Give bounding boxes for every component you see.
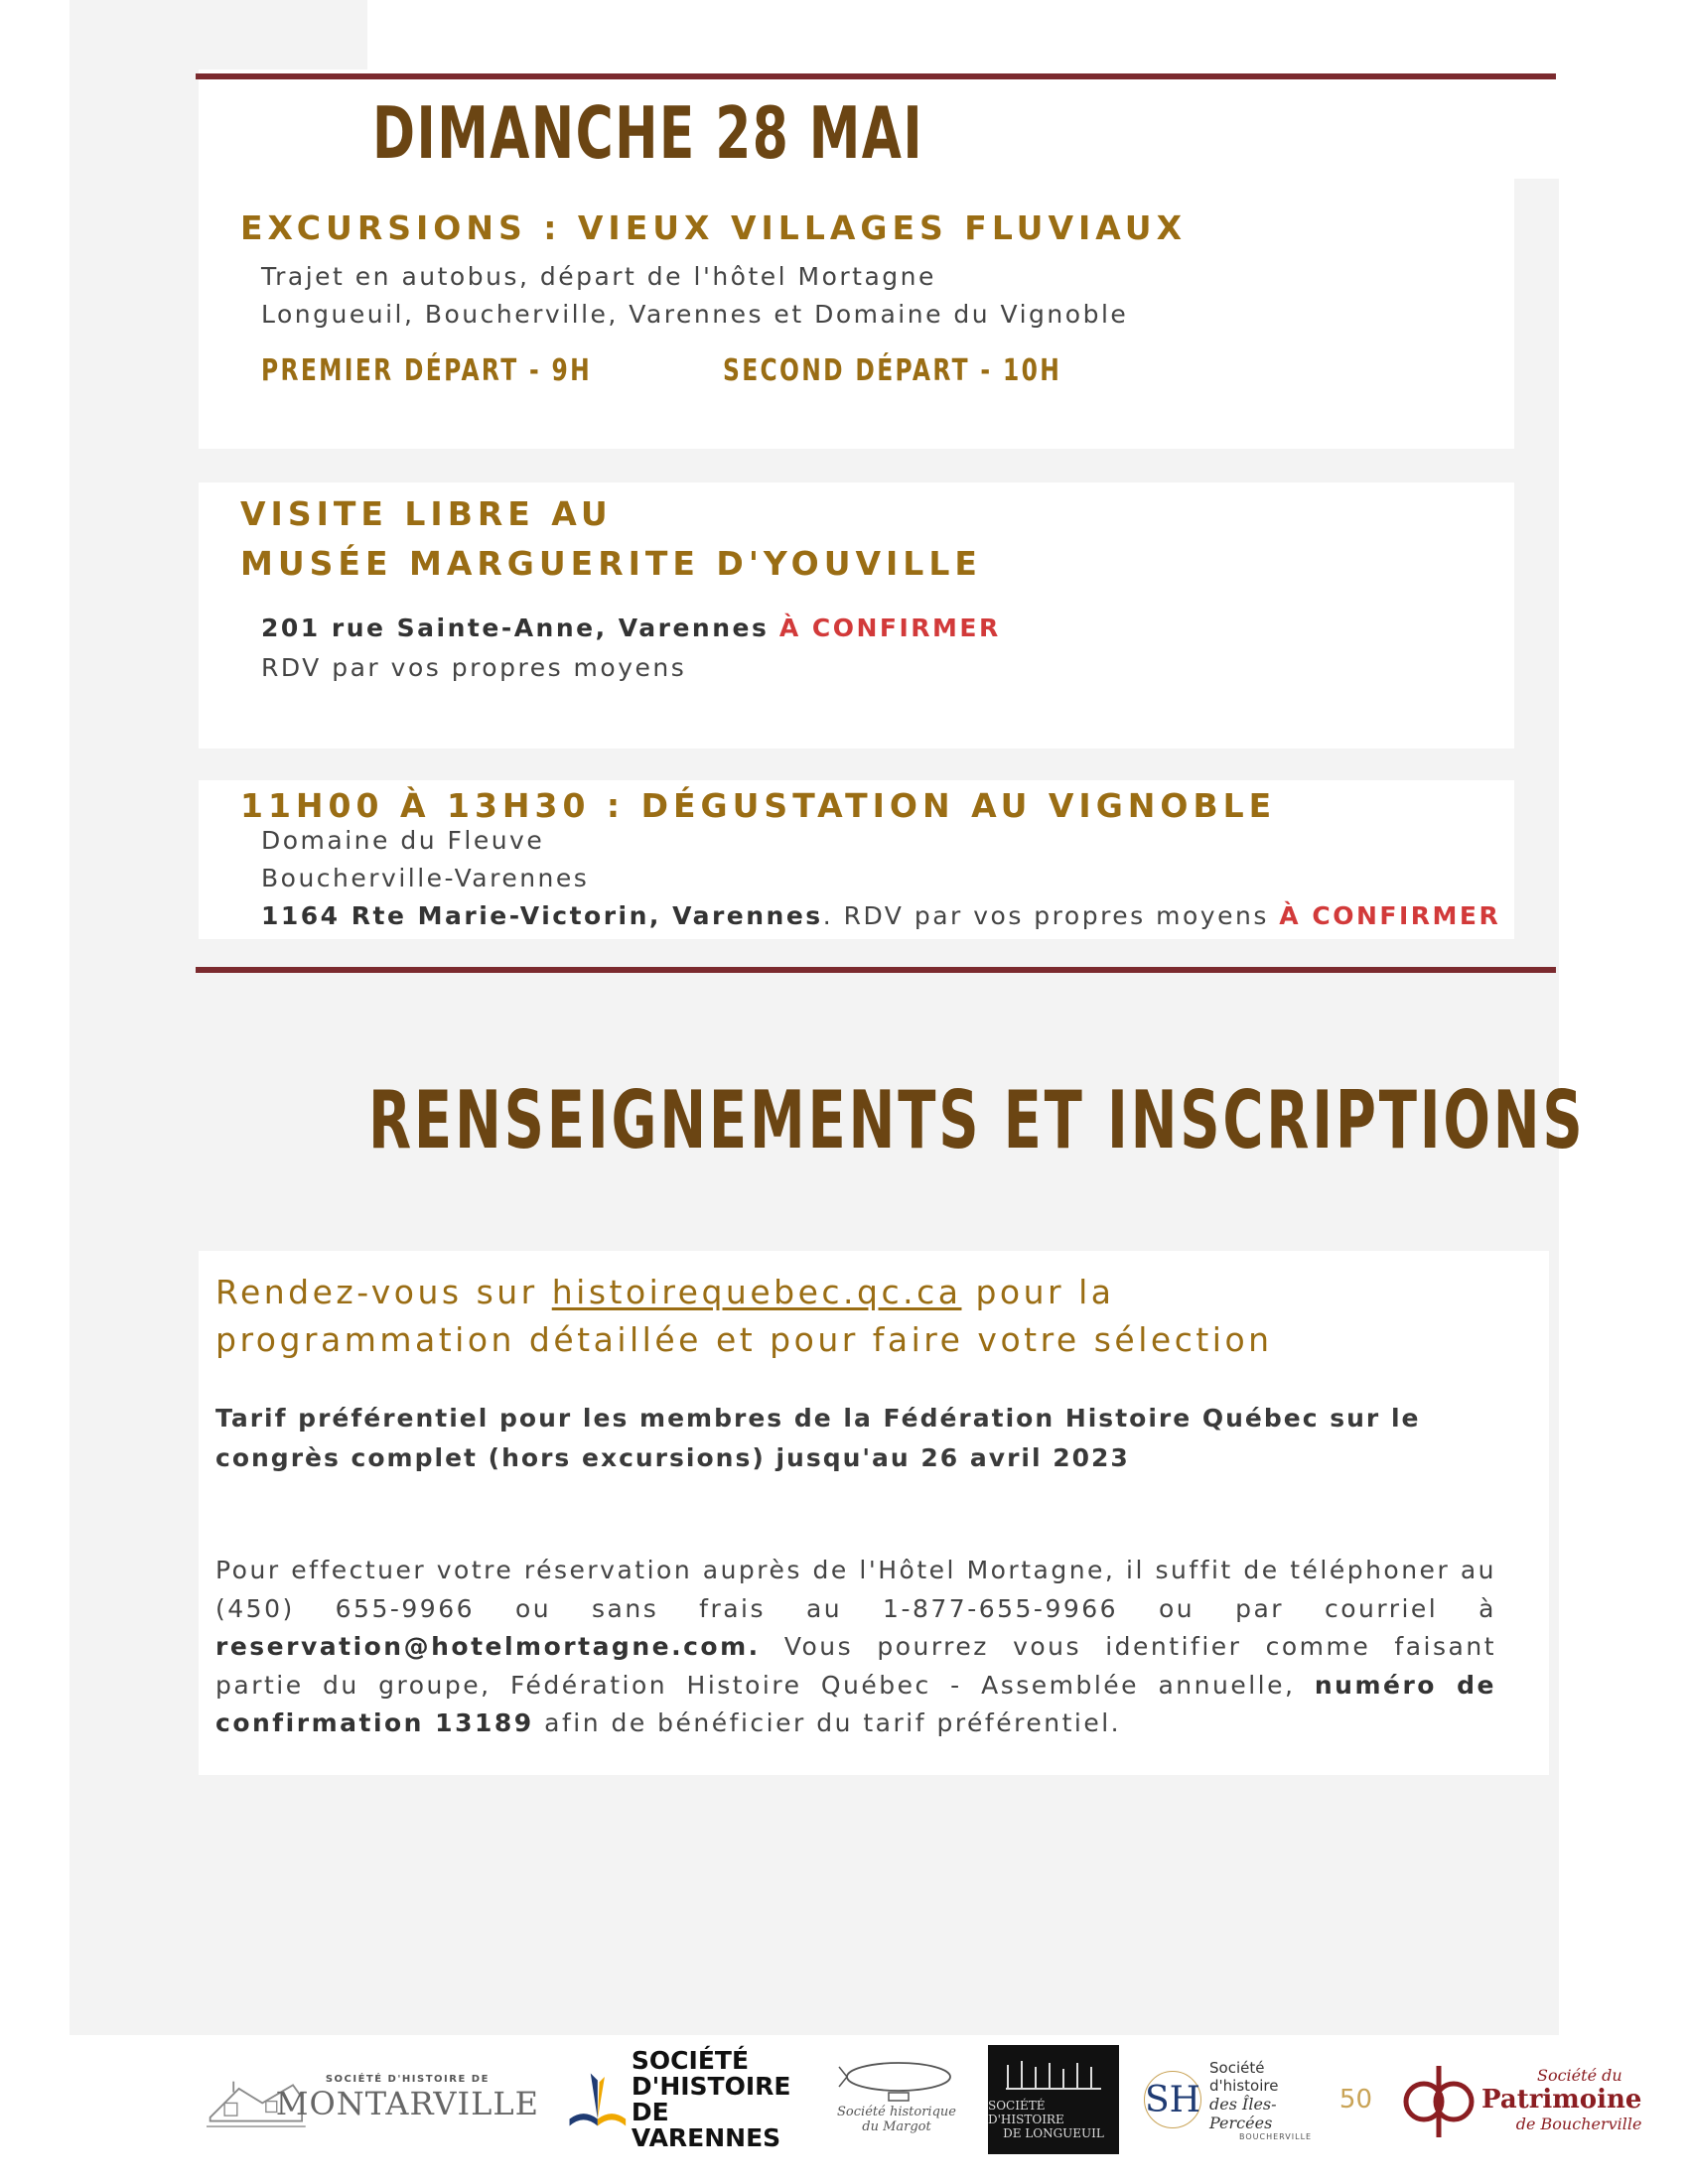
inscriptions-title: RENSEIGNEMENTS ET INSCRIPTIONS: [368, 1074, 1586, 1166]
logo-longueuil: [988, 2045, 1119, 2154]
longueuil-line-1: SOCIÉTÉ D'HISTOIRE: [988, 2099, 1064, 2126]
rdv-prefix: Rendez-vous sur: [215, 1273, 538, 1311]
degustation-line-1: Domaine du Fleuve: [261, 826, 545, 855]
degustation-rdv: . RDV par vos propres moyens: [822, 901, 1269, 930]
logo-patrimoine: [1400, 2045, 1658, 2154]
iles-line-3: BOUCHERVILLE: [1239, 2131, 1313, 2141]
top-divider: [196, 73, 1556, 79]
rdv-line-2: programmation détaillée et pour faire votre sélection: [215, 1320, 1273, 1359]
degustation-confirm-badge: À CONFIRMER: [1279, 901, 1501, 930]
reservation-text-mid: Vous pourrez vous identifier comme faisant partie du groupe, Fédération Histoire Québec - Assemblée annuelle,: [215, 1632, 1496, 1700]
open-book-icon: [566, 2060, 628, 2139]
montarville-name: MONTARVILLE: [275, 2084, 539, 2122]
patrimoine-line-3: de Boucherville: [1515, 2115, 1642, 2133]
longueuil-line-2: DE LONGUEUIL: [1003, 2126, 1104, 2140]
tarif-line-1: Tarif préférentiel pour les membres de la Fédération Histoire Québec sur le: [215, 1404, 1421, 1433]
degustation-line-2: Boucherville-Varennes: [261, 864, 590, 892]
patrimoine-emblem-icon: [1400, 2060, 1477, 2139]
varennes-line-2: D'HISTOIRE: [631, 2072, 791, 2101]
montarville-top: SOCIÉTÉ D'HISTOIRE DE: [325, 2073, 490, 2085]
varennes-line-1: SOCIÉTÉ: [631, 2046, 750, 2075]
tarif-line-2: congrès complet (hors excursions) jusqu'au 26 avril 2023: [215, 1443, 1130, 1472]
musee-heading-line-2: MUSÉE MARGUERITE D'YOUVILLE: [240, 544, 982, 583]
reservation-email[interactable]: reservation@hotelmortagne.com.: [215, 1632, 761, 1661]
first-departure: PREMIER DÉPART - 9H: [261, 353, 593, 388]
iles-line-2: des Îles-Percées: [1209, 2094, 1277, 2132]
patrimoine-line-2: Patrimoine: [1481, 2085, 1642, 2115]
logo-varennes: [566, 2045, 804, 2154]
logo-iles-percees: [1144, 2055, 1372, 2144]
patrimoine-line-1: Société du: [1537, 2066, 1622, 2085]
degustation-heading: 11H00 À 13H30 : DÉGUSTATION AU VIGNOBLE: [240, 786, 1277, 825]
reservation-text-start: Pour effectuer votre réservation auprès de l'Hôtel Mortagne, il suffit de téléphoner au (450) 655-9966 ou sans frais au 1-877-655-9966 ou par courriel à: [215, 1556, 1496, 1623]
excursion-line-1: Trajet en autobus, départ de l'hôtel Mortagne: [261, 262, 936, 291]
musee-confirm-badge: À CONFIRMER: [778, 614, 1001, 642]
musee-heading-line-1: VISITE LIBRE AU: [240, 494, 613, 533]
musee-rdv: RDV par vos propres moyens: [261, 653, 687, 682]
excursion-heading: EXCURSIONS : VIEUX VILLAGES FLUVIAUX: [240, 208, 1188, 247]
logo-montarville: [207, 2053, 539, 2142]
iles-50-mark: 50: [1338, 2085, 1372, 2115]
varennes-line-3: DE VARENNES: [631, 2098, 781, 2152]
reservation-paragraph: [215, 1552, 1496, 1743]
confirmation-number: numéro de confirmation 13189: [215, 1670, 1496, 1737]
partner-logos: [199, 2035, 1658, 2164]
margot-line-1: Société historique: [837, 2105, 956, 2119]
histoirequebec-link[interactable]: histoirequebec.qc.ca: [551, 1273, 962, 1311]
iles-sh-mark: SH: [1144, 2071, 1201, 2128]
degustation-address-line: [261, 901, 1500, 930]
margot-line-2: du Margot: [862, 2119, 931, 2134]
reservation-text-end: afin de bénéficier du tarif préférentiel.: [544, 1708, 1122, 1737]
iles-line-1: Société d'histoire: [1209, 2058, 1279, 2095]
middle-divider: [196, 967, 1556, 973]
day-title: DIMANCHE 28 MAI: [372, 91, 924, 175]
airship-icon: [837, 2055, 956, 2105]
rdv-line-1: [215, 1273, 1114, 1311]
excursion-line-2: Longueuil, Boucherville, Varennes et Domaine du Vignoble: [261, 300, 1129, 329]
musee-address: 201 rue Sainte-Anne, Varennes: [261, 614, 770, 642]
musee-address-line: [261, 614, 1001, 642]
rdv-suffix: pour la: [975, 1273, 1115, 1311]
logo-margot: [832, 2055, 961, 2154]
skyline-icon: [1004, 2059, 1103, 2093]
degustation-address: 1164 Rte Marie-Victorin, Varennes: [261, 901, 823, 930]
second-departure: SECOND DÉPART - 10H: [723, 353, 1062, 388]
